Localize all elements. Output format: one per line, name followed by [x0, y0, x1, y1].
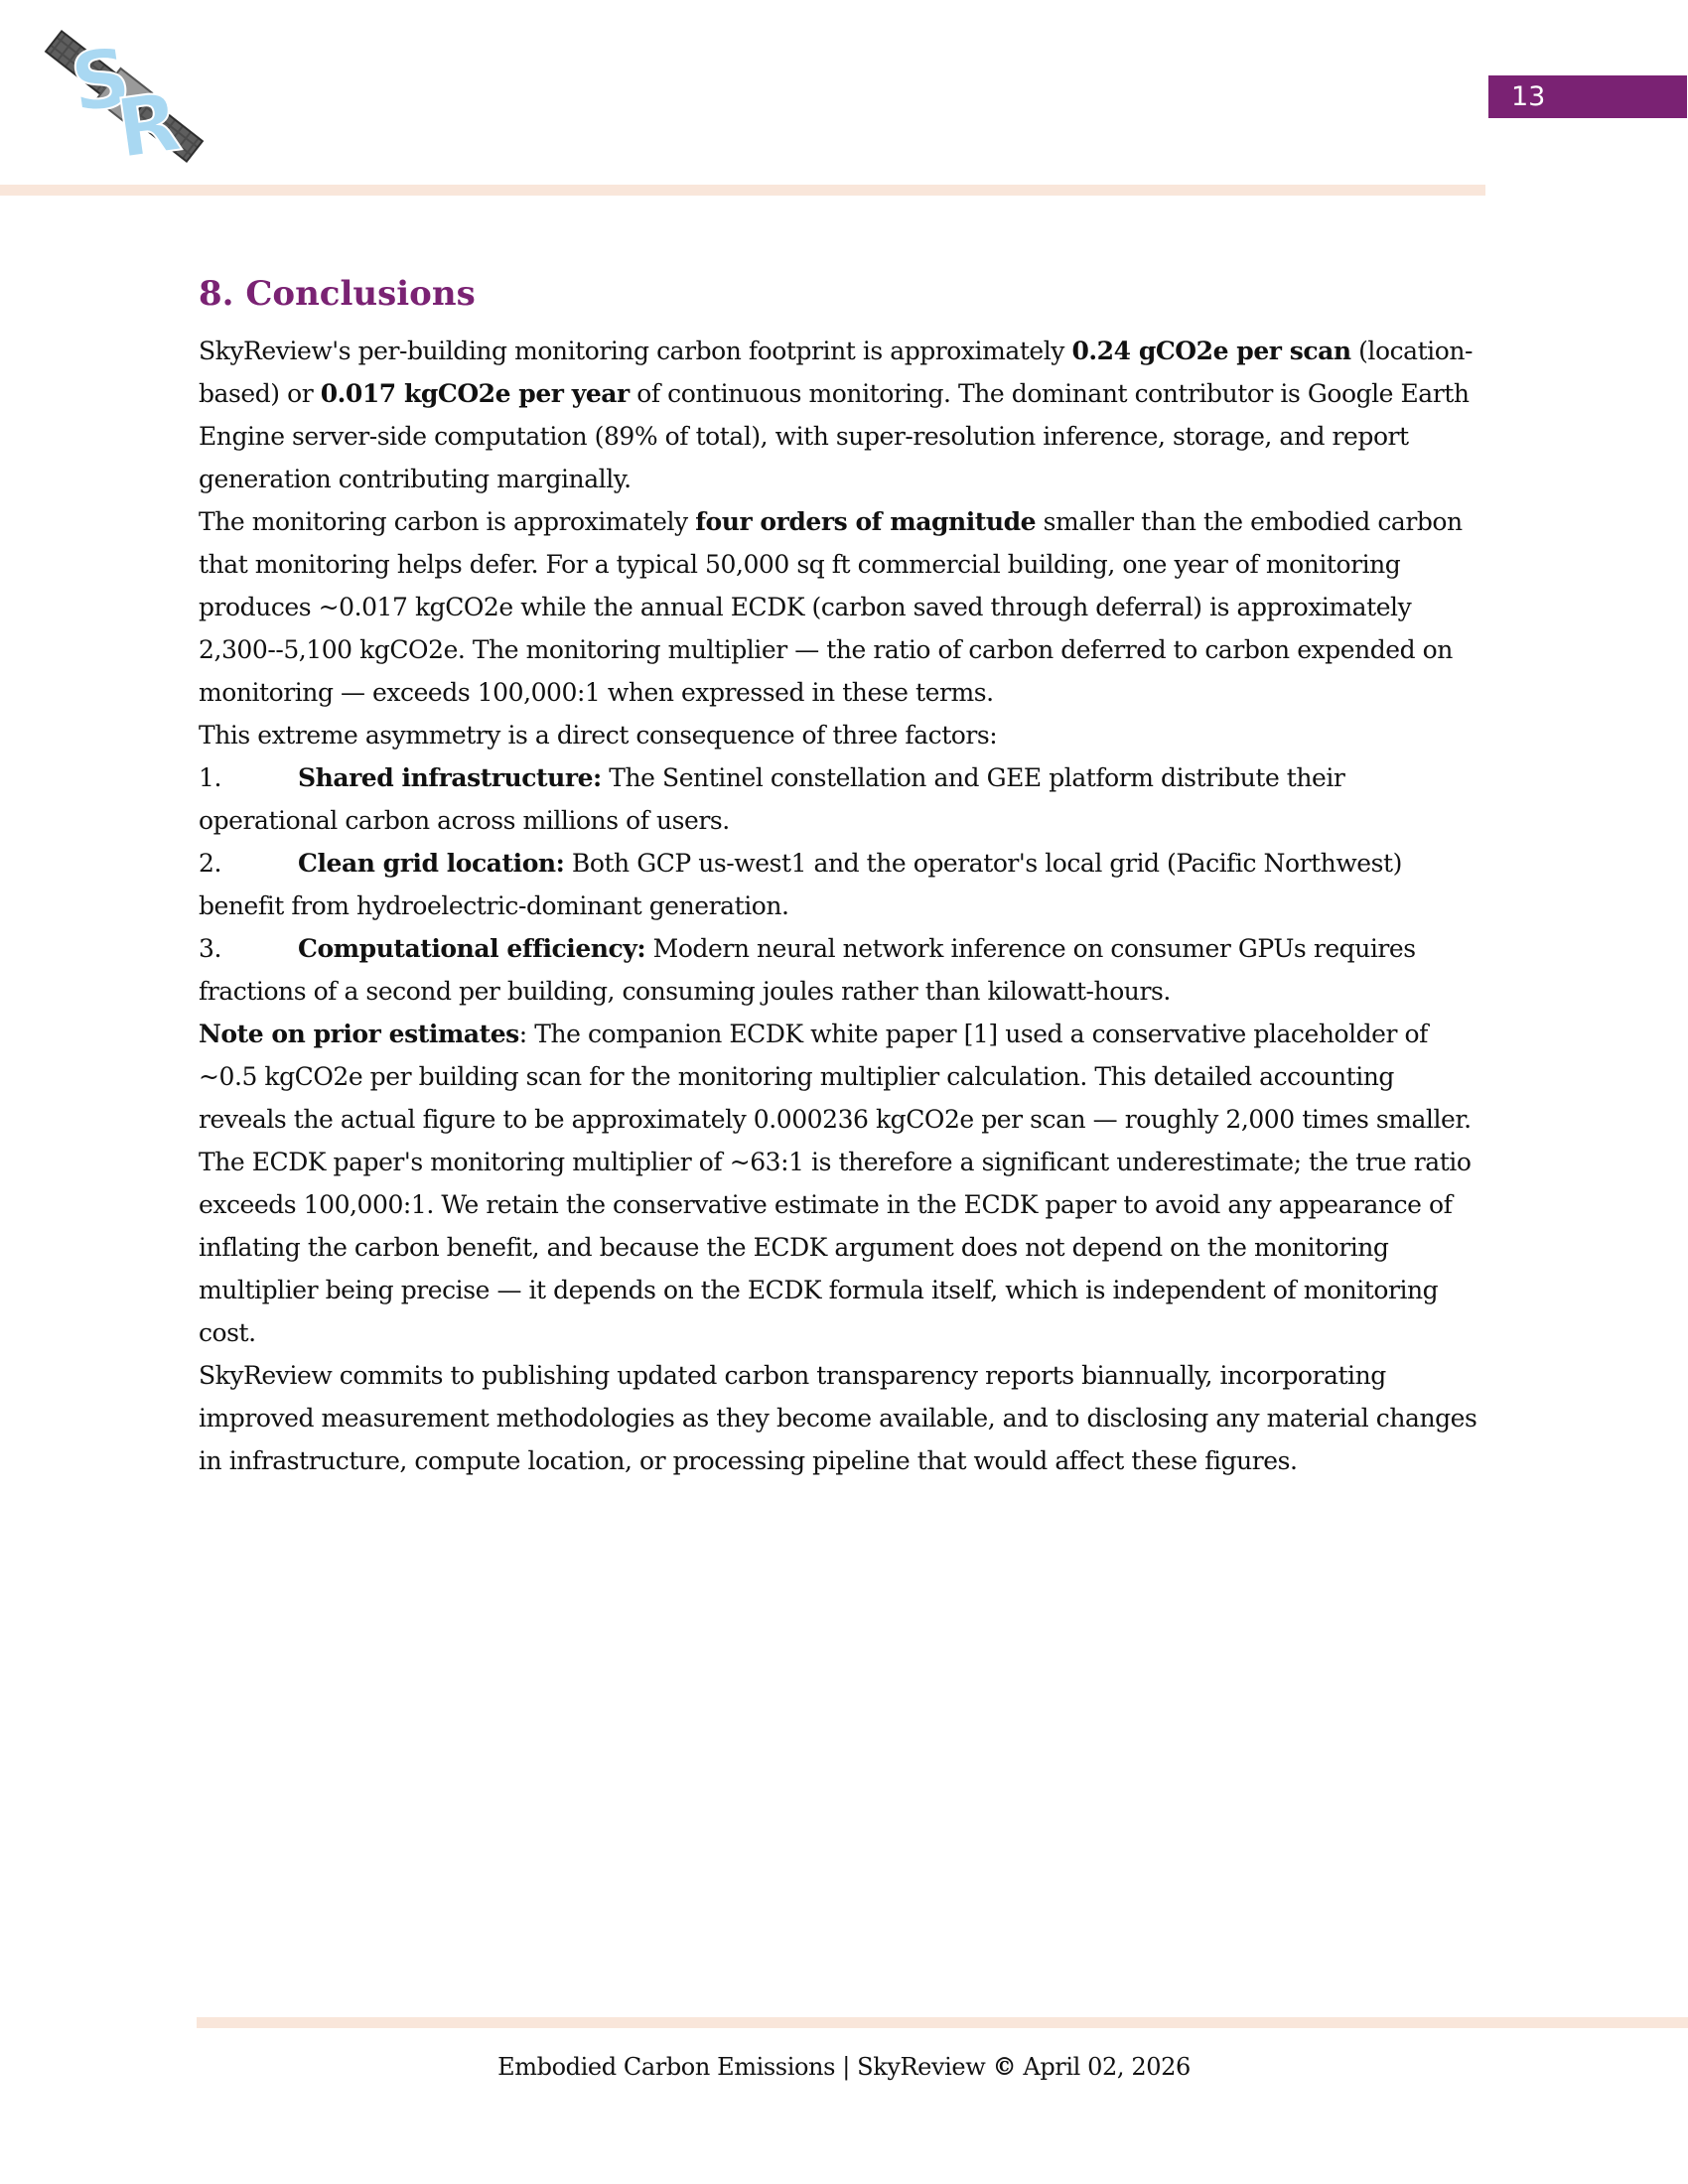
satellite-logo-icon [40, 22, 209, 171]
paragraph-summary: SkyReview's per-building monitoring carbon footprint is approximately 0.24 gCO2e per scan (location-based) or 0.017 kgCO2e per year of continuous monitoring. The dominant contributor is Google Earth Engine server-side computation (89% of total), with super-resolution inference, storage, and report generation contributing marginally. [199, 337, 1473, 493]
highlight-per-year: 0.017 kgCO2e per year [320, 379, 630, 408]
logo-letter-r: R [110, 74, 187, 171]
satellite-logo [40, 22, 209, 171]
list-item-shared-infrastructure: 1. Shared infrastructure: The Sentinel constellation and GEE platform distribute their operational carbon across millions of users. [199, 763, 1345, 835]
note-label: Note on prior estimates [199, 1020, 519, 1048]
paragraph-prior-estimates: Note on prior estimates: The companion ECDK white paper [1] used a conservative placeholder of ~0.5 kgCO2e per building scan for the monitoring multiplier calculation. This detailed accounting reveals the actual figure to be approximately 0.000236 kgCO2e per scan — roughly 2,000 times smaller. The ECDK paper's monitoring multiplier of ~63:1 is therefore a significant underestimate; the true ratio exceeds 100,000:1. We retain the conservative estimate in the ECDK paper to avoid any appearance of inflating the carbon benefit, and because the ECDK argument does not depend on the monitoring multiplier being precise — it depends on the ECDK formula itself, which is independent of monitoring cost. [199, 1020, 1472, 1347]
header-rule [0, 185, 1485, 196]
paragraph-magnitude: The monitoring carbon is approximately four orders of magnitude smaller than the embodied carbon that monitoring helps defer. For a typical 50,000 sq ft commercial building, one year of monitoring produces ~0.017 kgCO2e while the annual ECDK (carbon saved through deferral) is approximately 2,300--5,100 kgCO2e. The monitoring multiplier — the ratio of carbon deferred to carbon expended on monitoring — exceeds 100,000:1 when expressed in these terms. [199, 507, 1463, 707]
list-item-clean-grid: 2. Clean grid location: Both GCP us-west1 and the operator's local grid (Pacific Northwest) benefit from hydroelectric-dominant generation. [199, 849, 1402, 920]
highlight-magnitude: four orders of magnitude [695, 507, 1037, 536]
page-footer: Embodied Carbon Emissions | SkyReview © April 02, 2026 [497, 2052, 1191, 2081]
page-number: 13 [1488, 75, 1687, 118]
highlight-per-scan: 0.24 gCO2e per scan [1071, 337, 1351, 365]
document-body [199, 268, 1479, 1482]
copyright-icon: © [992, 2052, 1017, 2081]
logo-letter-s: S [65, 30, 137, 132]
paragraph-factors-intro: This extreme asymmetry is a direct consequence of three factors: [199, 721, 998, 750]
footer-rule [197, 2017, 1688, 2028]
paragraph-commitment: SkyReview commits to publishing updated carbon transparency reports biannually, incorporating improved measurement methodologies as they become available, and to disclosing any material changes in infrastructure, compute location, or processing pipeline that would affect these figures. [199, 1361, 1477, 1475]
list-item-computational-efficiency: 3. Computational efficiency: Modern neural network inference on consumer GPUs requires fractions of a second per building, consuming joules rather than kilowatt-hours. [199, 934, 1416, 1006]
section-title: 8. Conclusions [199, 274, 476, 314]
